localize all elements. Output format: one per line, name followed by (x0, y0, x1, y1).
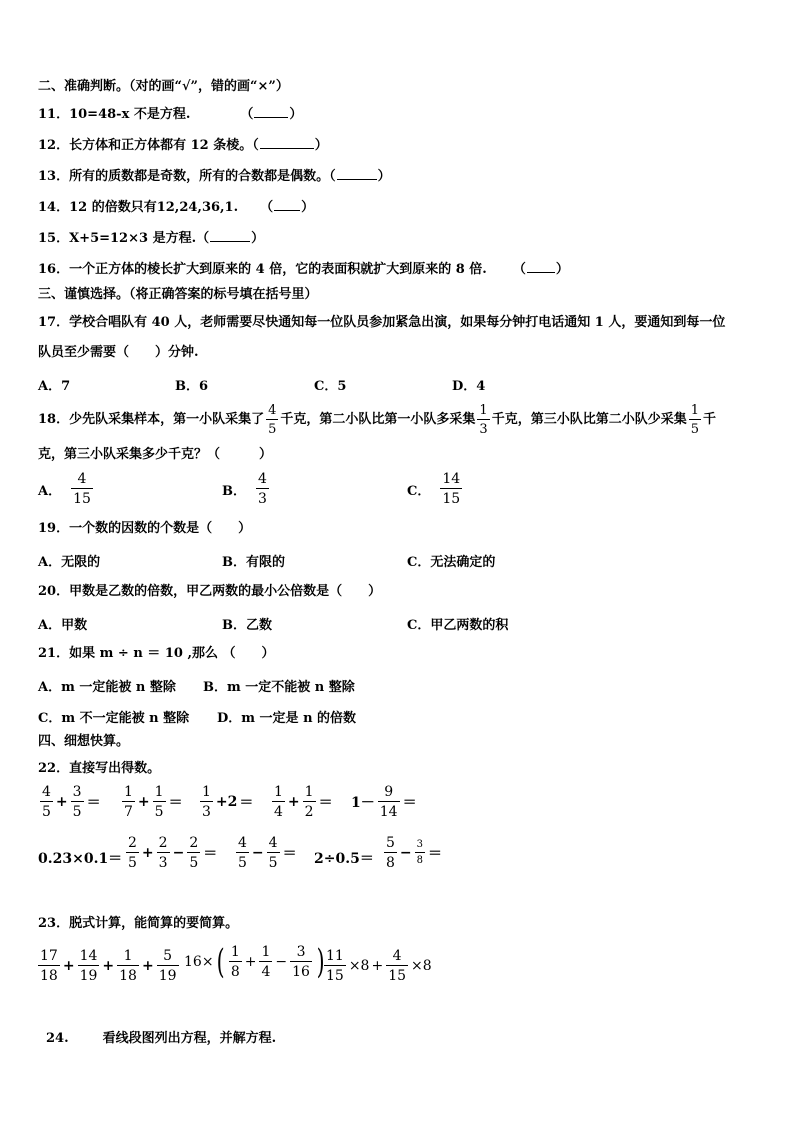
fraction: $\frac{1}{3}$ (479, 402, 488, 437)
question-number: 14． (38, 200, 70, 215)
question-number: 19． (38, 521, 70, 536)
expression: $\frac{4}{5}$ + $\frac{3}{5}$ ＝ (42, 784, 101, 820)
expression: $\frac{2}{5}$ + $\frac{2}{3}$ − $\frac{2}{5}$ ＝ (128, 835, 218, 871)
fraction: $\frac{4}{5}$ (268, 402, 277, 437)
expression: 0.23×0.1＝ (38, 851, 123, 867)
question-text: 10=48-x 不是方程. (69, 107, 191, 122)
answer-blank[interactable] (260, 136, 314, 149)
option-c[interactable]: C． $\frac{14}{15}$ (407, 471, 461, 507)
expression: $\frac{4}{5}$ − $\frac{4}{5}$ ＝ (238, 835, 297, 871)
question-21: 21．如果 m ÷ n ＝ 10 ,那么 （ ） (38, 646, 275, 661)
expression: $\frac{1}{4}$ + $\frac{1}{2}$ ＝ (274, 784, 333, 820)
answer-blank[interactable] (210, 229, 250, 242)
question-number: 21． (38, 646, 70, 661)
section-heading-choice: 三、谨慎选择。（将正确答案的标号填在括号里） (38, 287, 318, 302)
option-a[interactable]: A．m 一定能被 n 整除 (38, 680, 176, 695)
question-24: 24. 看线段图列出方程，并解方程. (46, 1031, 277, 1046)
question-12: 12．长方体和正方体都有 12 条棱。（ ） (38, 138, 328, 153)
question-17-line2: 队员至少需要（ ）分钟. (38, 345, 199, 360)
expression: $\frac{11}{15}$ ×8 + $\frac{4}{15}$ ×8 (326, 948, 432, 984)
option-b[interactable]: B． $\frac{4}{3}$ (222, 471, 267, 507)
question-number: 22． (38, 761, 70, 776)
option-c[interactable]: C．5 (314, 379, 347, 394)
question-text: 长方体和正方体都有 12 条棱。（ (69, 138, 259, 153)
option-b[interactable]: B．乙数 (222, 618, 272, 633)
expression: 1－ $\frac{9}{14}$ ＝ (351, 784, 417, 820)
expression: $\frac{1}{7}$ + $\frac{1}{5}$ ＝ (124, 784, 183, 820)
question-text: X+5=12×3 是方程.（ (69, 231, 210, 246)
question-text: 一个正方体的棱长扩大到原来的 4 倍，它的表面积就扩大到原来的 8 倍. (69, 262, 487, 277)
option-c[interactable]: C．甲乙两数的积 (407, 618, 509, 633)
question-number: 16． (38, 262, 70, 277)
option-a[interactable]: A． $\frac{4}{15}$ (38, 471, 91, 507)
question-number: 11． (38, 107, 70, 122)
answer-blank[interactable] (254, 105, 288, 118)
question-text: 所有的质数都是奇数，所有的合数都是偶数。（ (69, 169, 336, 184)
question-15: 15．X+5=12×3 是方程.（ ） (38, 231, 265, 246)
section-heading-calculation: 四、细想快算。 (38, 734, 130, 749)
expression: 2÷0.5＝ (314, 851, 374, 867)
expression: $\frac{17}{18}$ + $\frac{14}{19}$ + $\frac{1}{18}$ + $\frac{5}{19}$ (40, 948, 177, 984)
section-heading-judgement: 二、准确判断。（对的画“√”，错的画“×”） (38, 79, 289, 94)
option-a[interactable]: A．无限的 (38, 555, 101, 570)
question-14: 14．12 的倍数只有12,24,36,1. （ ） (38, 200, 315, 215)
question-16: 16．一个正方体的棱长扩大到原来的 4 倍，它的表面积就扩大到原来的 8 倍. （ ） (38, 262, 569, 277)
option-a[interactable]: A．甲数 (38, 618, 88, 633)
option-b[interactable]: B．有限的 (222, 555, 285, 570)
expression: $\frac{5}{8}$ − $\frac{3}{8}$ ＝ (386, 835, 443, 871)
question-text: 12 的倍数只有12,24,36,1. (69, 200, 239, 215)
fraction: $\frac{1}{5}$ (690, 402, 699, 437)
option-c[interactable]: C．m 不一定能被 n 整除 (38, 711, 190, 726)
question-number: 12． (38, 138, 70, 153)
option-d[interactable]: D．4 (452, 379, 486, 394)
question-19: 19．一个数的因数的个数是（ ） (38, 521, 252, 536)
expression: $\frac{1}{3}$ +2 ＝ (202, 784, 254, 820)
option-c[interactable]: C．无法确定的 (407, 555, 496, 570)
question-20: 20．甲数是乙数的倍数，甲乙两数的最小公倍数是（ ） (38, 584, 382, 599)
option-b[interactable]: B．m 一定不能被 n 整除 (203, 680, 355, 695)
question-number: 24. (46, 1031, 69, 1046)
question-number: 23． (38, 916, 70, 931)
question-number: 15． (38, 231, 70, 246)
answer-blank[interactable] (337, 167, 377, 180)
answer-blank[interactable] (527, 260, 555, 273)
question-23: 23．脱式计算，能简算的要简算。 (38, 916, 239, 931)
question-17-line1: 17．学校合唱队有 40 人，老师需要尽快通知每一位队员参加紧急出演，如果每分钟打电话通知 1 人，要通知到每一位 (38, 315, 726, 330)
question-number: 20． (38, 584, 70, 599)
option-d[interactable]: D．m 一定是 n 的倍数 (217, 711, 357, 726)
question-22: 22．直接写出得数。 (38, 761, 161, 776)
option-a[interactable]: A．7 (38, 379, 71, 394)
question-11: 11．10=48-x 不是方程. （ ） (38, 107, 303, 122)
expression: 16× ( $\frac{1}{8}$ + $\frac{1}{4}$ − $\frac{3}{16}$ ) (184, 942, 325, 982)
question-number: 18． (38, 412, 70, 427)
question-number: 17． (38, 315, 70, 330)
question-18-line2: 克，第三小队采集多少千克？（ ） (38, 447, 273, 462)
option-b[interactable]: B．6 (175, 379, 209, 394)
question-number: 13． (38, 169, 70, 184)
answer-blank[interactable] (274, 198, 300, 211)
question-18-line1: 18．少先队采集样本，第一小队采集了 $\frac{4}{5}$ 千克，第二小队比第一小队多采集 $\frac{1}{3}$ 千克，第三小队比第二小队少采集 $\frac{1}{5}$ 千 (38, 402, 716, 437)
question-13: 13．所有的质数都是奇数，所有的合数都是偶数。（ ） (38, 169, 391, 184)
